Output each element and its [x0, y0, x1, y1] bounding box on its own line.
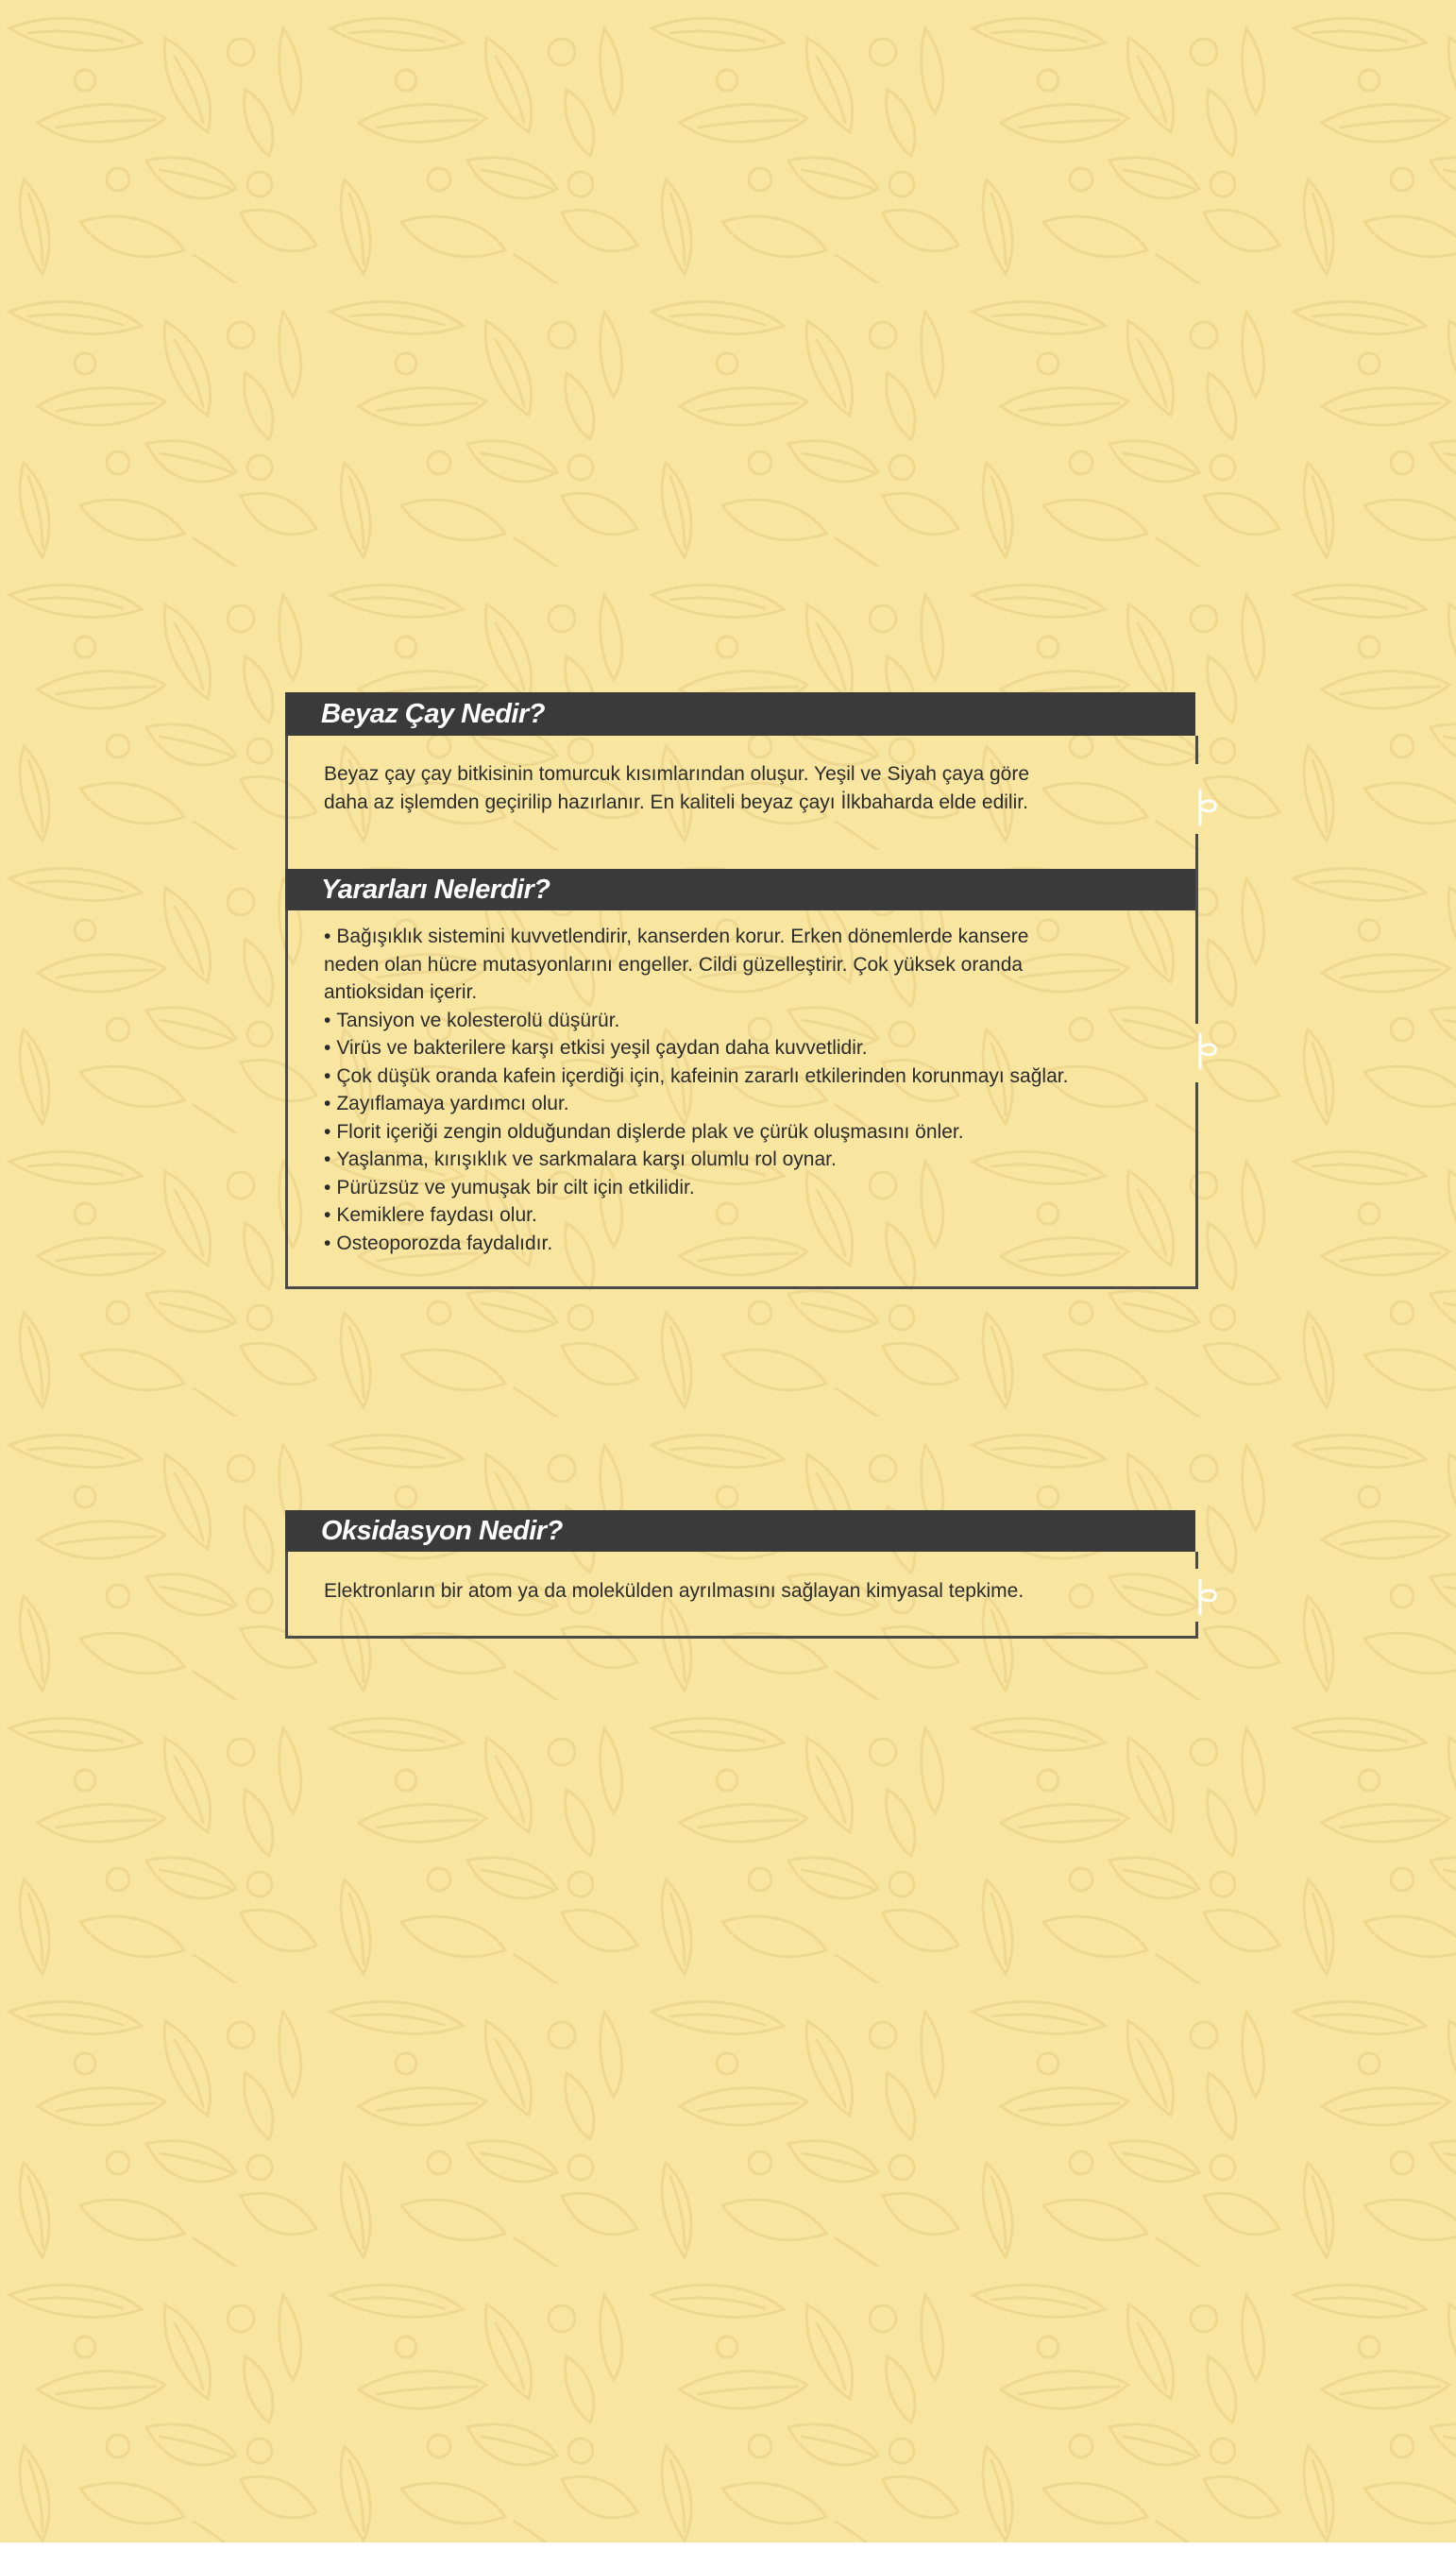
- list-item-text: Çok düşük oranda kafein içerdiği için, kafeinin zararlı etkilerinden korunmayı sağlar.: [336, 1064, 1069, 1087]
- section-beyaz-cay: [285, 692, 1195, 876]
- list-item-text-continued: antioksidan içerir.: [324, 981, 478, 1003]
- section-yararlari: [285, 869, 1195, 1289]
- list-item: [324, 1146, 1177, 1174]
- section-title-text: Oksidasyon Nedir?: [321, 1515, 563, 1546]
- list-item: [324, 1062, 1177, 1091]
- list-item-text: Virüs ve bakterilere karşı etkisi yeşil çaydan daha kuvvetlidir.: [336, 1037, 868, 1059]
- list-item-text: Tansiyon ve kolesterolü düşürür.: [336, 1009, 620, 1031]
- bullet: •: [324, 1204, 331, 1226]
- bullet: •: [324, 926, 331, 947]
- list-item-text: Osteoporozda faydalıdır.: [336, 1232, 553, 1254]
- tea-bag-string-icon: [1196, 1032, 1219, 1070]
- tea-bag-string-icon: [1196, 1578, 1219, 1616]
- list-item-text-continued: neden olan hücre mutasyonlarını engeller. Cildi güzelleştirir. Çok yüksek oranda: [324, 953, 1024, 976]
- bullet: •: [324, 1232, 331, 1254]
- paragraph-line: daha az işlemden geçirilip hazırlanır. En kaliteli beyaz çayı İlkbaharda elde edilir.: [324, 790, 1028, 813]
- right-border-segment: [1195, 858, 1198, 1024]
- benefits-list: [324, 923, 1177, 1257]
- bullet: •: [324, 1148, 331, 1170]
- right-border-segment: [1195, 736, 1198, 764]
- paragraph-line: Elektronların bir atom ya da molekülden ayrılmasını sağlayan kimyasal tepkime.: [324, 1580, 1024, 1602]
- bullet: •: [324, 1120, 331, 1143]
- section-body: [288, 736, 1195, 816]
- section-title: [285, 1510, 1195, 1552]
- bullet: •: [324, 1009, 331, 1031]
- list-item-text: Yaşlanma, kırışıklık ve sarkmalara karşı olumlu rol oynar.: [336, 1148, 837, 1170]
- tea-bag-string-icon: [1196, 789, 1219, 826]
- list-item-text: Florit içeriği zengin olduğundan dişlerde plak ve çürük oluşmasını önler.: [336, 1120, 964, 1143]
- list-item: [324, 923, 1177, 1007]
- right-border-segment: [1195, 1082, 1198, 1289]
- section-body: [288, 1552, 1195, 1606]
- section-title: [285, 692, 1195, 736]
- section-title: [285, 869, 1195, 910]
- list-item-text: Bağışıklık sistemini kuvvetlendirir, kanserden korur. Erken dönemlerde kansere: [336, 926, 1029, 947]
- list-item: [324, 1201, 1177, 1230]
- list-item: [324, 1090, 1177, 1118]
- section-title-text: Yararları Nelerdir?: [321, 874, 550, 905]
- list-item: [324, 1007, 1177, 1035]
- list-item: [324, 1230, 1177, 1258]
- bullet: •: [324, 1093, 331, 1114]
- list-item-text: Kemiklere faydası olur.: [336, 1204, 537, 1226]
- section-title-text: Beyaz Çay Nedir?: [321, 698, 545, 729]
- paragraph-line: Beyaz çay çay bitkisinin tomurcuk kısımlarından oluşur. Yeşil ve Siyah çaya göre: [324, 763, 1030, 785]
- bullet: •: [324, 1064, 331, 1087]
- list-item: [324, 1034, 1177, 1062]
- list-item: [324, 1118, 1177, 1147]
- right-border-segment: [1195, 1552, 1198, 1569]
- list-item-text: Zayıflamaya yardımcı olur.: [336, 1093, 569, 1114]
- bullet: •: [324, 1037, 331, 1059]
- section-body: [288, 910, 1195, 1257]
- section-oksidasyon: [285, 1510, 1195, 1639]
- list-item-text: Pürüzsüz ve yumuşak bir cilt için etkilidir.: [336, 1176, 695, 1198]
- right-border-segment: [1195, 1622, 1198, 1639]
- list-item: [324, 1174, 1177, 1202]
- bullet: •: [324, 1176, 331, 1198]
